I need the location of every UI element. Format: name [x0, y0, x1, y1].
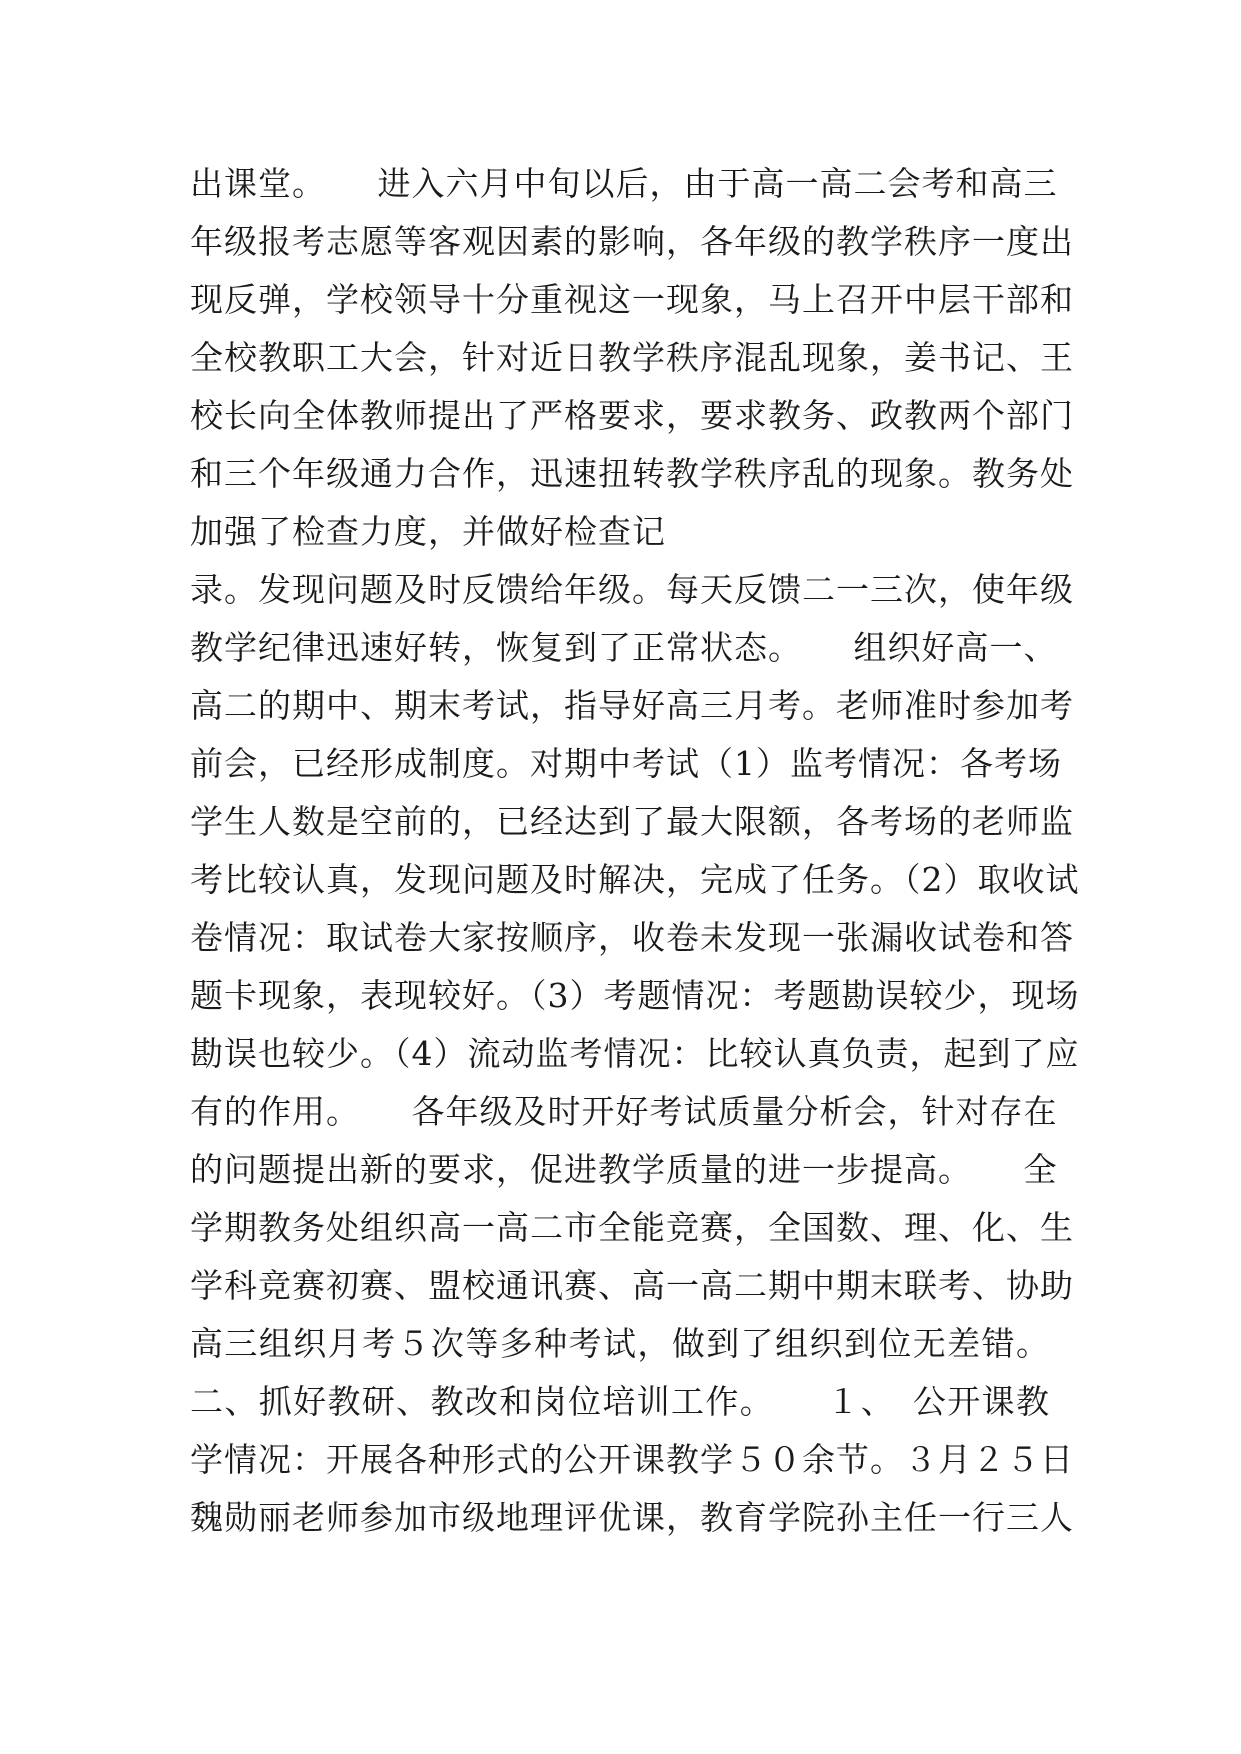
text-line: 题卡现象，表现较好。（3）考题情况：考题勘误较少，现场 [190, 976, 1080, 1015]
text-line: 前会，已经形成制度。对期中考试（1）监考情况：各考场 [190, 744, 1062, 783]
text-line: 全校教职工大会，针对近日教学秩序混乱现象，姜书记、王 [190, 338, 1074, 377]
text-line: 年级报考志愿等客观因素的影响，各年级的教学秩序一度出 [190, 222, 1074, 261]
text-line: 二、抓好教研、教改和岗位培训工作。 １、 公开课教 [190, 1382, 1050, 1421]
text-line: 勘误也较少。（4）流动监考情况：比较认真负责，起到了应 [190, 1034, 1080, 1073]
text-line: 魏勋丽老师参加市级地理评优课，教育学院孙主任一行三人 [190, 1498, 1074, 1537]
text-line: 教学纪律迅速好转，恢复到了正常状态。 组织好高一、 [190, 628, 1058, 667]
text-line: 的问题提出新的要求，促进教学质量的进一步提高。 全 [190, 1150, 1058, 1189]
text-line: 加强了检查力度，并做好检查记 [190, 512, 666, 551]
text-line: 考比较认真，发现问题及时解决，完成了任务。（2）取收试 [190, 860, 1080, 899]
text-line: 有的作用。 各年级及时开好考试质量分析会，针对存在 [190, 1092, 1058, 1131]
text-line: 学科竞赛初赛、盟校通讯赛、高一高二期中期末联考、协助 [190, 1266, 1074, 1305]
text-line: 现反弹，学校领导十分重视这一现象，马上召开中层干部和 [190, 280, 1074, 319]
text-line: 录。发现问题及时反馈给年级。每天反馈二一三次，使年级 [190, 570, 1074, 609]
text-line: 高二的期中、期末考试，指导好高三月考。老师准时参加考 [190, 686, 1074, 725]
text-line: 出课堂。 进入六月中旬以后，由于高一高二会考和高三 [190, 164, 1058, 203]
body-text [190, 155, 1080, 1547]
text-line: 学生人数是空前的，已经达到了最大限额，各考场的老师监 [190, 802, 1074, 841]
text-line: 学情况：开展各种形式的公开课教学５０余节。３月２５日 [190, 1440, 1074, 1479]
text-line: 卷情况：取试卷大家按顺序，收卷未发现一张漏收试卷和答 [190, 918, 1074, 957]
text-line: 和三个年级通力合作，迅速扭转教学秩序乱的现象。教务处 [190, 454, 1074, 493]
text-line: 高三组织月考５次等多种考试，做到了组织到位无差错。 [190, 1324, 1050, 1363]
text-line: 学期教务处组织高一高二市全能竞赛，全国数、理、化、生 [190, 1208, 1074, 1247]
text-line: 校长向全体教师提出了严格要求，要求教务、政教两个部门 [190, 396, 1074, 435]
